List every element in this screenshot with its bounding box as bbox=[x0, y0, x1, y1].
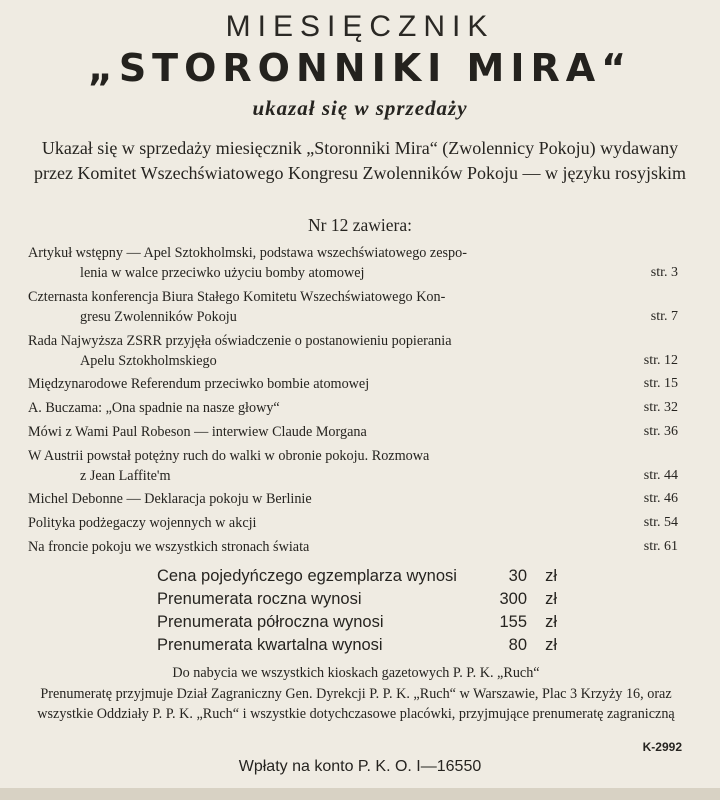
header-top-line: MIESIĘCZNIK bbox=[225, 10, 495, 43]
price-amount: 80 bbox=[508, 636, 527, 654]
intro-paragraph: Ukazał się w sprzedaży miesięcznik „Storonniki Mira“ (Zwolennicy Pokoju) wydawany przez Komitet Wszechświatowego Kongresu Zwolenników Pokoju — w języku rosyjskim bbox=[33, 138, 687, 183]
price-row bbox=[157, 590, 557, 613]
price-unit: zł bbox=[545, 590, 557, 608]
toc-item-page: str. 15 bbox=[643, 376, 678, 391]
toc-item-page: str. 54 bbox=[643, 515, 678, 530]
contents-heading: Nr 12 zawiera: bbox=[308, 215, 412, 235]
toc-item bbox=[28, 422, 678, 442]
payment-account: Wpłaty na konto P. K. O. I—16550 bbox=[238, 758, 482, 775]
toc-item bbox=[28, 331, 678, 371]
toc-item bbox=[28, 374, 678, 394]
magazine-title: „STORONNIKI MIRA“ bbox=[87, 46, 633, 90]
price-unit: zł bbox=[545, 567, 557, 585]
price-label: Prenumerata półroczna wynosi bbox=[157, 613, 384, 631]
footer-availability: Do nabycia we wszystkich kioskach gazetowych P. P. K. „Ruch“ bbox=[172, 665, 540, 681]
toc-item-page: str. 36 bbox=[643, 424, 678, 439]
price-amount: 300 bbox=[499, 590, 527, 608]
bottom-edge bbox=[0, 788, 720, 800]
toc-item-title: Polityka podżegaczy wojennych w akcji bbox=[28, 515, 257, 531]
toc-item-page: str. 46 bbox=[643, 491, 678, 506]
toc-item-page: str. 3 bbox=[650, 265, 678, 280]
toc-item-title: Rada Najwyższa ZSRR przyjęła oświadczenie o postanowieniu popierania bbox=[28, 333, 452, 349]
price-label: Cena pojedyńczego egzemplarza wynosi bbox=[157, 567, 457, 585]
toc-item bbox=[28, 537, 678, 557]
toc-item bbox=[28, 243, 678, 283]
toc-item-title: W Austrii powstał potężny ruch do walki w obronie pokoju. Rozmowa bbox=[28, 448, 430, 464]
toc-item bbox=[28, 287, 678, 327]
toc-item-title-cont: lenia w walce przeciwko użyciu bomby atomowej bbox=[80, 265, 365, 281]
toc-item-title: Michel Debonne — Deklaracja pokoju w Berlinie bbox=[28, 491, 312, 507]
price-unit: zł bbox=[545, 636, 557, 654]
toc-item bbox=[28, 489, 678, 509]
toc-item bbox=[28, 446, 678, 486]
toc-item-title: Międzynarodowe Referendum przeciwko bombie atomowej bbox=[28, 376, 370, 392]
toc-item-title: Na froncie pokoju we wszystkich stronach świata bbox=[28, 539, 310, 555]
subtitle: ukazał się w sprzedaży bbox=[252, 96, 468, 120]
price-unit: zł bbox=[545, 613, 557, 631]
toc-item-page: str. 12 bbox=[643, 353, 678, 368]
price-amount: 30 bbox=[508, 567, 527, 585]
toc-item-title-cont: z Jean Laffite'm bbox=[80, 468, 171, 484]
price-label: Prenumerata roczna wynosi bbox=[157, 590, 362, 608]
toc-item-title: A. Buczama: „Ona spadnie na nasze głowy“ bbox=[28, 400, 280, 416]
footer-subscription: Prenumeratę przyjmuje Dział Zagraniczny Gen. Dyrekcji P. P. K. „Ruch“ w Warszawie, Plac 3 Krzyży 16, oraz wszystkie Oddziały P. P. K. „Ruch“ i wszystkie dotychczasowe placówki, przyjmujące prenumeratę zagraniczną bbox=[37, 685, 675, 722]
toc-item-title: Czternasta konferencja Biura Stałego Komitetu Wszechświatowego Kon- bbox=[28, 289, 446, 305]
price-row bbox=[157, 567, 557, 590]
toc-item-title: Artykuł wstępny — Apel Sztokholmski, podstawa wszechświatowego zespo- bbox=[28, 245, 467, 261]
price-list bbox=[157, 567, 557, 659]
price-row bbox=[157, 636, 557, 659]
toc-item-page: str. 61 bbox=[643, 539, 678, 554]
price-row bbox=[157, 613, 557, 636]
toc-item-page: str. 7 bbox=[650, 309, 678, 324]
toc-item-page: str. 32 bbox=[643, 400, 678, 415]
price-label: Prenumerata kwartalna wynosi bbox=[157, 636, 383, 654]
toc-item bbox=[28, 398, 678, 418]
ad-code: K-2992 bbox=[642, 740, 682, 754]
toc-item-title: Mówi z Wami Paul Robeson — interwiew Claude Morgana bbox=[28, 424, 367, 440]
toc-item bbox=[28, 513, 678, 533]
footer-notice bbox=[20, 663, 692, 725]
toc-item-title-cont: Apelu Sztokholmskiego bbox=[80, 353, 217, 369]
toc-item-page: str. 44 bbox=[643, 468, 678, 483]
toc-item-title-cont: gresu Zwolenników Pokoju bbox=[80, 309, 237, 325]
price-amount: 155 bbox=[499, 613, 527, 631]
